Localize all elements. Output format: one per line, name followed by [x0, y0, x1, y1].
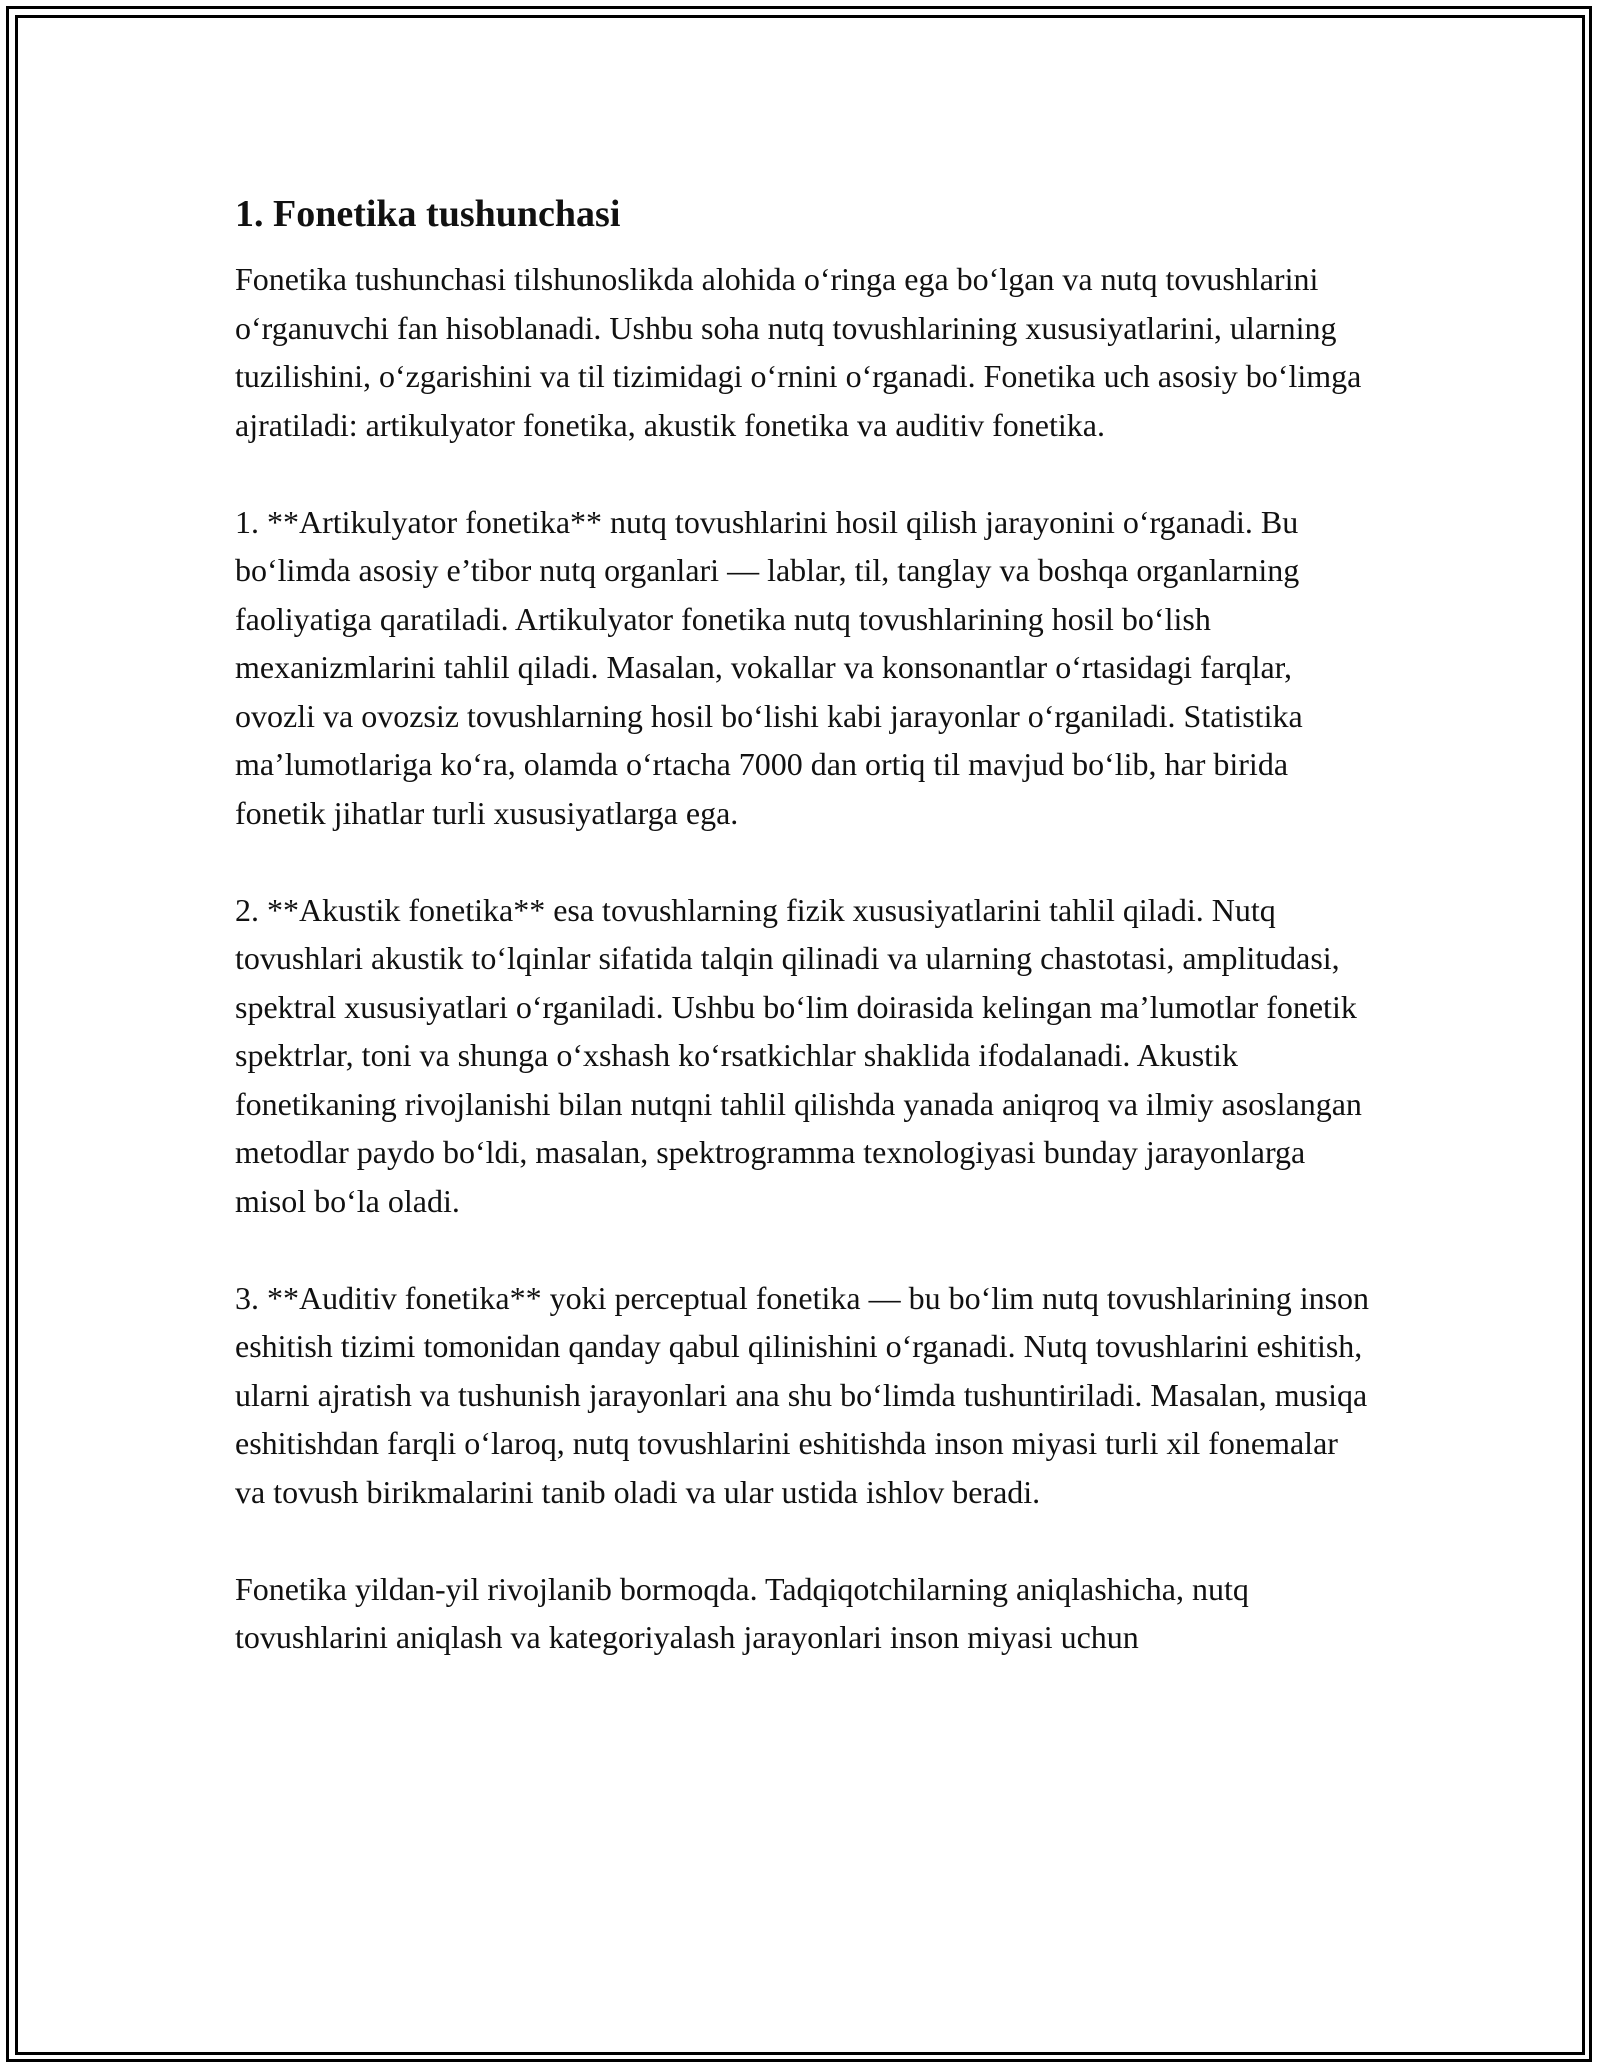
section-heading: 1. Fonetika tushunchasi	[235, 193, 621, 235]
closing-paragraph: Fonetika yildan-yil rivojlanib bormoqda. Tadqiqotchilarning aniqlashicha, nutq tovushlarini aniqlash va kategoriyalash jarayonlari inson miyasi uchun	[235, 1570, 1249, 1655]
intro-paragraph: Fonetika tushunchasi tilshunoslikda alohida o‘ringa ega bo‘lgan va nutq tovushlarini o‘rganuvchi fan hisoblanadi. Ushbu soha nutq tovushlarining xususiyatlarini, ularning tuzilishini, o‘zgarishini va til tizimidagi o‘rnini o‘rganadi. Fonetika uch asosiy bo‘limga ajratiladi: artikulyator fonetika, akustik fonetika va auditiv fonetika.	[235, 261, 1362, 443]
acoustic-paragraph: 2. **Akustik fonetika** esa tovushlarning fizik xususiyatlarini tahlil qiladi. Nutq tovushlari akustik to‘lqinlar sifatida talqin qilinadi va ularning chastotasi, amplitudasi, spektral xususiyatlari o‘rganiladi. Ushbu bo‘lim doirasida kelingan ma’lumotlar fonetik spektrlar, toni va shunga o‘xshash ko‘rsatkichlar shaklida ifodalanadi. Akustik fonetikaning rivojlanishi bilan nutqni tahlil qilishda yanada aniqroq va ilmiy asoslangan metodlar paydo bo‘ldi, masalan, spektrogramma texnologiyasi bunday jarayonlarga misol bo‘la oladi.	[235, 891, 1362, 1219]
articulatory-paragraph: 1. **Artikulyator fonetika** nutq tovushlarini hosil qilish jarayonini o‘rganadi. Bu bo‘limda asosiy e’tibor nutq organlari — lablar, til, tanglay va boshqa organlarning faoliyatiga qaratiladi. Artikulyator fonetika nutq tovushlarining hosil bo‘lish mexanizmlarini tahlil qiladi. Masalan, vokallar va konsonantlar o‘rtasidagi farqlar, ovozli va ovozsiz tovushlarning hosil bo‘lishi kabi jarayonlar o‘rganiladi. Statistika ma’lumotlariga ko‘ra, olamda o‘rtacha 7000 dan ortiq til mavjud bo‘lib, har birida fonetik jihatlar turli xususiyatlarga ega.	[235, 503, 1303, 831]
auditory-paragraph: 3. **Auditiv fonetika** yoki perceptual fonetika — bu bo‘lim nutq tovushlarining inson eshitish tizimi tomonidan qanday qabul qilinishini o‘rganadi. Nutq tovushlarini eshitish, ularni ajratish va tushunish jarayonlari ana shu bo‘limda tushuntiriladi. Masalan, musiqa eshitishdan farqli o‘laroq, nutq tovushlarini eshitishda inson miyasi turli xil fonemalar va tovush birikmalarini tanib oladi va ular ustida ishlov beradi.	[235, 1279, 1370, 1510]
document-body	[235, 185, 1370, 1662]
